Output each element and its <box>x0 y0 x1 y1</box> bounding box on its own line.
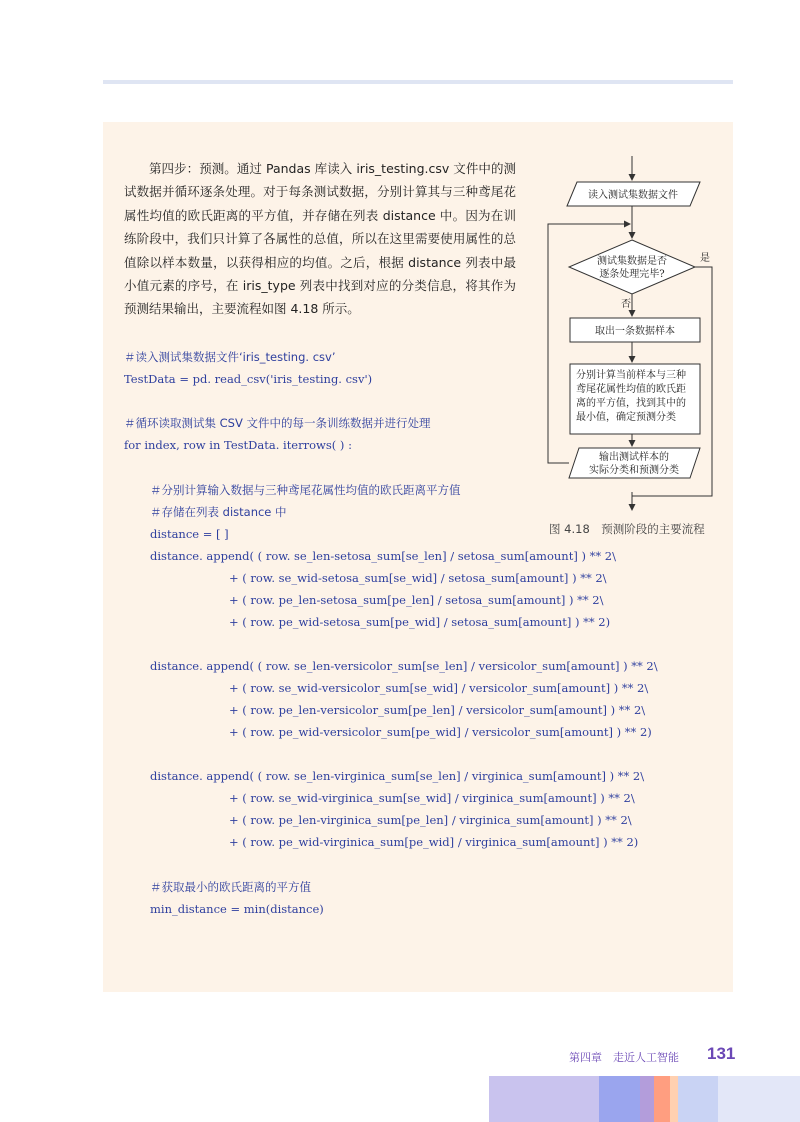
band-segment <box>670 1076 678 1122</box>
code-line: + ( row. pe_len-versicolor_sum[pe_len] / versicolor_sum[amount] ) ** 2\ <box>229 703 646 717</box>
band-segment <box>489 1076 599 1122</box>
band-segment <box>678 1076 718 1122</box>
code-comment: ＃分别计算输入数据与三种鸢尾花属性均值的欧氏距离平方值 <box>150 483 461 497</box>
code-line: min_distance = min(distance) <box>150 902 324 916</box>
code-line: + ( row. pe_len-virginica_sum[pe_len] / virginica_sum[amount] ) ** 2\ <box>229 813 632 827</box>
flow-no-label: 否 <box>621 299 631 310</box>
flow-take-label: 取出一条数据样本 <box>595 326 675 337</box>
flow-compute-line: 最小值，确定预测分类 <box>576 412 676 423</box>
code-comment: ＃获取最小的欧氏距离的平方值 <box>150 880 311 894</box>
flow-output-line: 输出测试样本的 <box>599 452 669 463</box>
figure-caption: 图 4.18 预测阶段的主要流程 <box>549 522 705 536</box>
code-line: TestData = pd. read_csv('iris_testing. csv') <box>124 372 373 386</box>
code-line: for index, row in TestData. iterrows( ) : <box>124 438 352 452</box>
step-paragraph <box>124 157 516 321</box>
code-line: distance. append( ( row. se_len-versicolor_sum[se_len] / versicolor_sum[amount] ) ** 2\ <box>150 659 658 673</box>
code-line: + ( row. pe_wid-versicolor_sum[pe_wid] / versicolor_sum[amount] ) ** 2) <box>229 725 652 739</box>
band-segment <box>640 1076 654 1122</box>
code-line: + ( row. pe_wid-virginica_sum[pe_wid] / virginica_sum[amount] ) ** 2) <box>229 835 639 849</box>
code-line: + ( row. pe_wid-setosa_sum[pe_wid] / setosa_sum[amount] ) ** 2) <box>229 615 611 629</box>
code-line: + ( row. se_wid-virginica_sum[se_wid] / virginica_sum[amount] ) ** 2\ <box>229 791 635 805</box>
flow-compute-line: 鸢尾花属性均值的欧氏距 <box>576 384 686 395</box>
flow-compute-line: 离的平方值，找到其中的 <box>576 398 686 409</box>
code-comment: ＃循环读取测试集 CSV 文件中的每一条训练数据并进行处理 <box>124 416 431 430</box>
code-line: + ( row. se_wid-versicolor_sum[se_wid] / versicolor_sum[amount] ) ** 2\ <box>229 681 649 695</box>
code-line: distance = [ ] <box>150 527 229 541</box>
code-line: + ( row. pe_len-setosa_sum[pe_len] / setosa_sum[amount] ) ** 2\ <box>229 593 604 607</box>
flow-read-label: 读入测试集数据文件 <box>588 190 678 201</box>
paragraph-text: 第四步：预测。通过 Pandas 库读入 iris_testing.csv 文件中的测试数据并循环逐条处理。对于每条测试数据，分别计算其与三种鸢尾花属性均值的欧氏距离的平方值，并存储在列表 distance 中。因为在训练阶段中，我们只计算了各属性的总值，所以在这里需要使用属性的总值除以样本数量，以获得相应的均值。之后，根据 distance 列表中最小值元素的序号，在 iris_type 列表中找到对应的分类信息，将其作为预测结果输出，主要流程如图 4.18 所示。 <box>124 161 516 317</box>
code-line: distance. append( ( row. se_len-setosa_sum[se_len] / setosa_sum[amount] ) ** 2\ <box>150 549 616 563</box>
prediction-flowchart <box>540 152 720 512</box>
top-rule <box>103 80 733 84</box>
flow-decision-label-1: 测试集数据是否 <box>597 256 667 267</box>
page-number: 131 <box>707 1044 736 1063</box>
code-comment: ＃存储在列表 distance 中 <box>150 505 287 519</box>
band-segment <box>718 1076 800 1122</box>
band-segment <box>654 1076 670 1122</box>
flow-decision-label-2: 逐条处理完毕? <box>599 269 665 280</box>
code-line: + ( row. se_wid-setosa_sum[se_wid] / setosa_sum[amount] ) ** 2\ <box>229 571 607 585</box>
flow-output-line: 实际分类和预测分类 <box>589 465 679 476</box>
flow-yes-label: 是 <box>700 253 710 264</box>
code-comment: ＃读入测试集数据文件‘iris_testing. csv’ <box>124 350 336 364</box>
flow-compute-line: 分别计算当前样本与三种 <box>576 370 686 381</box>
code-line: distance. append( ( row. se_len-virginica_sum[se_len] / virginica_sum[amount] ) ** 2\ <box>150 769 645 783</box>
chapter-title: 第四章 走近人工智能 <box>569 1051 679 1064</box>
